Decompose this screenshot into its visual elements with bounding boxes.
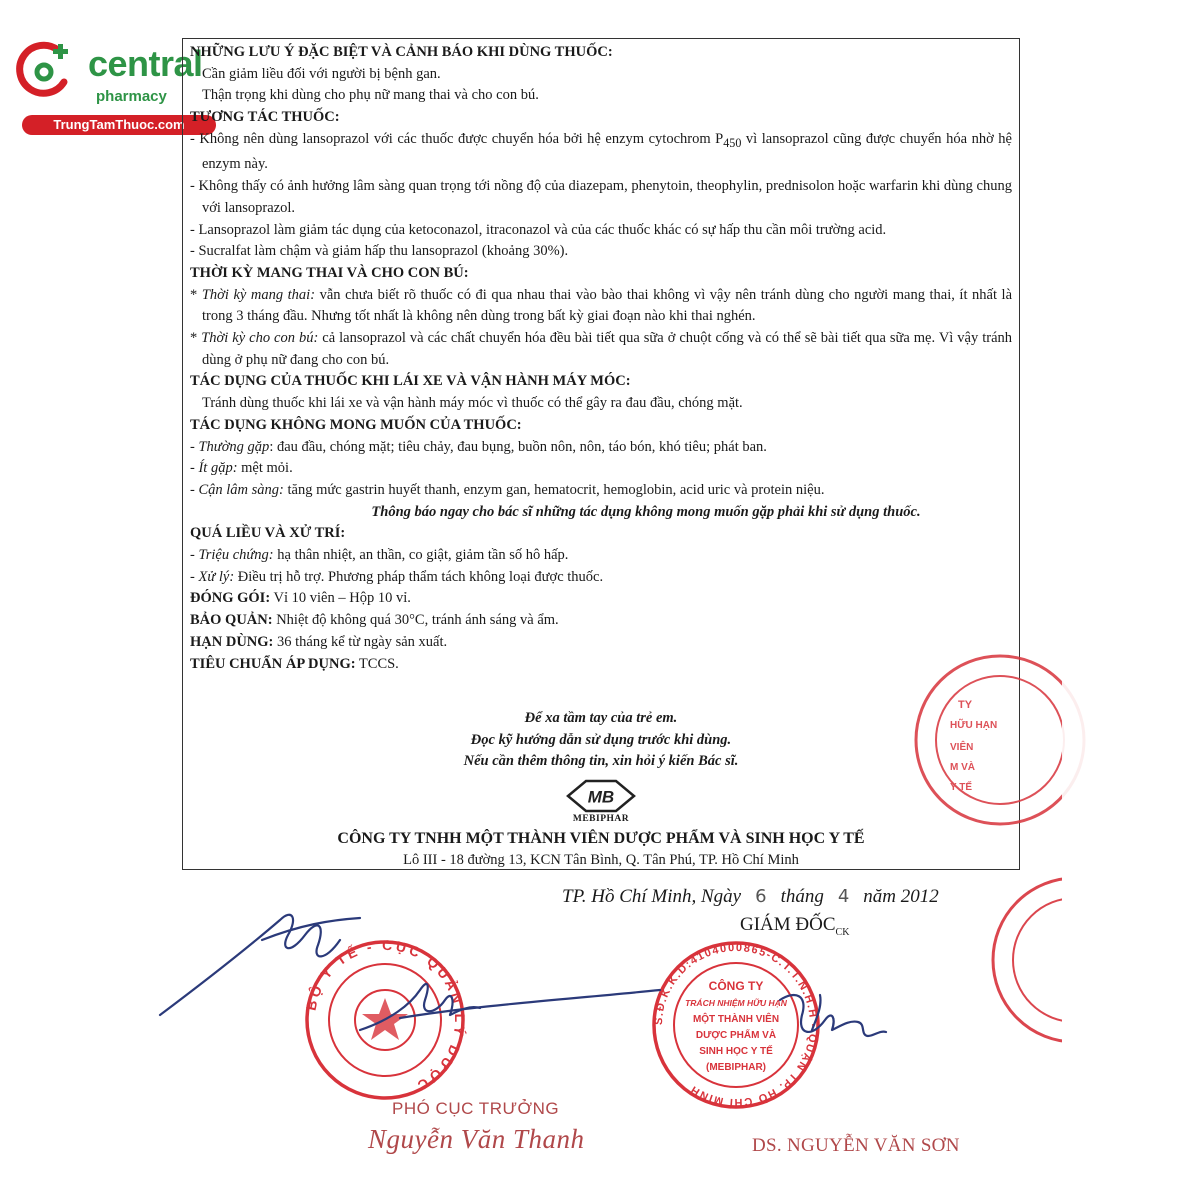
svg-text:CÔNG TY: CÔNG TY <box>708 979 764 993</box>
interactions-heading: TƯƠNG TÁC THUỐC: <box>190 109 340 126</box>
signing-date: TP. Hồ Chí Minh, Ngày 6 tháng 4 năm 2012 <box>562 886 939 907</box>
logo-site-banner: TrungTamThuoc.com <box>22 115 216 135</box>
svg-text:SINH HỌC Y TẾ: SINH HỌC Y TẾ <box>699 1046 773 1057</box>
deputy-title: PHÓ CỤC TRƯỞNG <box>392 1099 560 1118</box>
company-stamp <box>653 942 819 1109</box>
logo-subtitle: pharmacy <box>96 88 167 105</box>
interaction-item: - Không thấy có ảnh hưởng lâm sàng quan trọng tới nồng độ của diazepam, phenytoin, theophylin, prednisolon hoặc warfarin khi dùng chung với lansoprazol. <box>190 178 1012 216</box>
overdose-item: - Xử lý: Điều trị hỗ trợ. Phương pháp thẩm tách không loại được thuốc. <box>190 568 604 585</box>
deputy-name: Nguyễn Văn Thanh <box>368 1124 585 1154</box>
svg-text:S.Đ.K.K.D:4104000865-C.T.T.N.H: S.Đ.K.K.D:4104000865-C.T.T.N.H.H - QUẬN TP. HỒ CHÍ MINH <box>652 941 820 1109</box>
director-title: GIÁM ĐỐC$_{CK}$ <box>740 914 850 938</box>
svg-text:VIÊN: VIÊN <box>950 742 974 753</box>
mebiphar-logo-text: MB <box>587 787 615 807</box>
manufacturer-brand: MEBIPHAR <box>572 814 630 824</box>
expiry-line: HẠN DÙNG: 36 tháng kể từ ngày sản xuất. <box>190 633 448 650</box>
deputy-signature <box>160 915 660 1030</box>
storage-line: BẢO QUẢN: Nhiệt độ không quá 30°C, tránh ánh sáng và ẩm. <box>190 612 559 629</box>
svg-text:M VÀ: M VÀ <box>950 762 975 773</box>
side-effect-item: - Thường gặp: đau đầu, chóng mặt; tiêu chảy, đau bụng, buồn nôn, nôn, táo bón, khó tiêu; phát ban. <box>190 438 767 455</box>
partial-company-stamp-right <box>916 656 1084 824</box>
side-effects-heading: TÁC DỤNG KHÔNG MONG MUỐN CỦA THUỐC: <box>190 416 522 433</box>
side-effects-notice: Thông báo ngay cho bác sĩ những tác dụng không mong muốn gặp phải khi sử dụng thuốc. <box>371 503 921 520</box>
standard-line: TIÊU CHUẨN ÁP DỤNG: TCCS. <box>190 655 399 672</box>
side-effect-item: - Cận lâm sàng: tăng mức gastrin huyết thanh, enzym gan, hematocrit, hemoglobin, acid uric và protein niệu. <box>190 481 825 498</box>
closing-line: Để xa tầm tay của trẻ em. <box>524 710 678 726</box>
svg-text:Y TẾ: Y TẾ <box>950 782 973 793</box>
manufacturer-address: Lô III - 18 đường 13, KCN Tân Bình, Q. Tân Phú, TP. Hồ Chí Minh <box>403 852 799 868</box>
warnings-line: Thận trọng khi dùng cho phụ nữ mang thai và cho con bú. <box>202 87 539 104</box>
svg-text:(MEBIPHAR): (MEBIPHAR) <box>706 1062 766 1073</box>
pregnancy-heading: THỜI KỲ MANG THAI VÀ CHO CON BÚ: <box>190 264 469 281</box>
logo-wordmark: central <box>88 43 203 84</box>
interaction-item: - Lansoprazol làm giảm tác dụng của ketoconazol, itraconazol và của các thuốc khác có sự hấp thu cần môi trường acid. <box>190 221 887 238</box>
ministry-stamp <box>303 937 469 1098</box>
warnings-line: Cần giảm liều đối với người bị bệnh gan. <box>202 65 441 82</box>
side-effect-item: - Ít gặp: mệt mỏi. <box>190 460 293 477</box>
closing-line: Nếu cần thêm thông tin, xin hỏi ý kiến Bác sĩ. <box>463 753 739 770</box>
closing-line: Đọc kỹ hướng dẫn sử dụng trước khi dùng. <box>470 731 732 748</box>
driving-text: Tránh dùng thuốc khi lái xe và vận hành máy móc vì thuốc có thể gây ra đau đầu, chóng mặt. <box>202 395 743 412</box>
driving-heading: TÁC DỤNG CỦA THUỐC KHI LÁI XE VÀ VẬN HÀNH MÁY MÓC: <box>190 373 631 390</box>
director-signature <box>780 995 886 1036</box>
svg-text:BỘ Y TẾ - CỤC QUẢN LÝ DƯỢC: BỘ Y TẾ - CỤC QUẢN LÝ DƯỢC <box>302 936 469 1096</box>
director-name: DS. NGUYỄN VĂN SƠN <box>752 1135 960 1156</box>
svg-text:HỮU HẠN: HỮU HẠN <box>950 720 998 731</box>
warnings-heading: NHỮNG LƯU Ý ĐẶC BIỆT VÀ CẢNH BÁO KHI DÙNG THUỐC: <box>190 44 613 60</box>
svg-text:MỘT THÀNH VIÊN: MỘT THÀNH VIÊN <box>692 1014 780 1025</box>
partial-ministry-stamp-right <box>993 0 1200 1200</box>
svg-text:TRÁCH NHIỆM HỮU HẠN: TRÁCH NHIỆM HỮU HẠN <box>685 998 787 1008</box>
overdose-heading: QUÁ LIỀU VÀ XỬ TRÍ: <box>190 525 346 542</box>
svg-text:DƯỢC PHẨM VÀ: DƯỢC PHẨM VÀ <box>695 1030 777 1041</box>
packaging-line: ĐÓNG GÓI: Vỉ 10 viên – Hộp 10 vỉ. <box>190 590 411 607</box>
interaction-item: - Không nên dùng lansoprazol với các thuốc được chuyển hóa bởi hệ enzym cytochrom $P_{450}$ vì lansoprazol cũng được chuyển hóa nhờ hệ enzym này. <box>190 130 1012 173</box>
manufacturer-company: CÔNG TY TNHH MỘT THÀNH VIÊN DƯỢC PHẨM VÀ SINH HỌC Y TẾ <box>337 830 865 847</box>
lactation-item: * Thời kỳ cho con bú: cả lansoprazol và các chất chuyển hóa đều bài tiết qua sữa ở chuột cống và có thể sẽ bài tiết qua sữa mẹ. Vì vậy tránh dùng ở phụ nữ đang cho con bú. <box>190 330 1013 368</box>
interaction-item: - Sucralfat làm chậm và giảm hấp thu lansoprazol (khoảng 30%). <box>190 243 569 260</box>
svg-text:TY: TY <box>958 699 973 711</box>
overdose-item: - Triệu chứng: hạ thân nhiệt, an thần, co giật, giảm tần số hô hấp. <box>190 547 569 564</box>
pregnancy-item: * Thời kỳ mang thai: vẫn chưa biết rõ thuốc có đi qua nhau thai vào bào thai không vì vậy nên tránh dùng cho người mang thai, ít nhất là trong 3 tháng đầu. Nhưng tốt nhất là không nên dùng trong bất kỳ giai đoạn nào khi thai nghén. <box>190 286 1013 325</box>
